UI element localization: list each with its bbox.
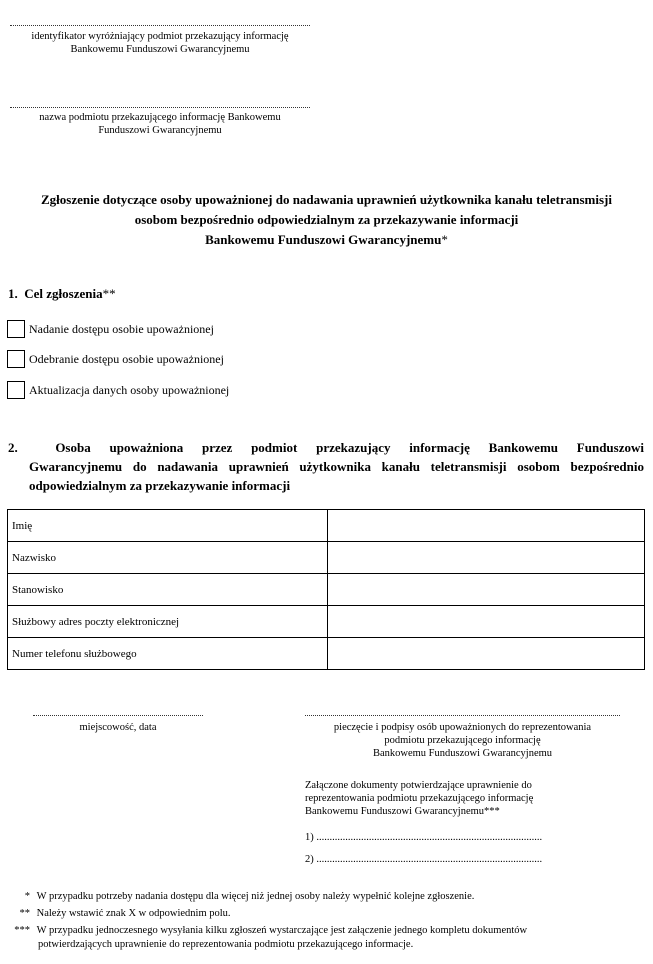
attachments-block <box>305 779 625 818</box>
identifier-label <box>10 30 310 56</box>
section2-heading-line1: 2. Osoba upoważniona przez podmiot przekazujący informację Bankowemu Funduszowi <box>8 440 644 455</box>
grant-access-checkbox[interactable] <box>7 320 25 338</box>
email-field[interactable] <box>328 606 645 638</box>
attachment-item-2[interactable]: 2) ...................................................................................... <box>305 854 543 865</box>
signatures-label-line3: Bankowemu Funduszowi Gwarancyjnemu <box>372 748 553 759</box>
signatures-label-line1: pieczęcie i podpisy osób upoważnionych do reprezentowania <box>333 722 592 733</box>
title-footnote-mark: * <box>441 232 448 247</box>
revoke-access-checkbox[interactable] <box>7 350 25 368</box>
attachment-item-1[interactable]: 1) ...................................................................................... <box>305 832 543 843</box>
footnote-3-text-continued: potwierdzających uprawnienie do reprezentowania podmiotu przekazującego informacje. <box>38 939 414 950</box>
section2-heading-line2: Gwarancyjnemu do nadawania uprawnień użytkownika kanału teletransmisji osobom bezpośrednio <box>29 459 644 474</box>
option-revoke-access[interactable] <box>7 350 224 368</box>
footnote-1-mark: * <box>24 891 30 902</box>
section1-footnote-mark: ** <box>102 286 116 301</box>
identifier-label-line2: Bankowemu Funduszowi Gwarancyjnemu <box>70 44 250 55</box>
table-row <box>8 510 645 542</box>
table-row <box>8 574 645 606</box>
place-date-label: miejscowość, data <box>79 722 157 733</box>
table-row <box>8 542 645 574</box>
name-label-line2: Funduszowi Gwarancyjnemu <box>98 125 222 136</box>
last-name-field[interactable] <box>328 542 645 574</box>
phone-field[interactable] <box>328 638 645 670</box>
last-name-label: Nazwisko <box>8 542 328 574</box>
identifier-label-line1: identyfikator wyróżniający podmiot przekazujący informację <box>31 31 289 42</box>
table-row <box>8 606 645 638</box>
title-line1: Zgłoszenie dotyczące osoby upoważnionej do nadawania uprawnień użytkownika kanału teletransmisji <box>41 192 612 207</box>
revoke-access-label: Odebranie dostępu osobie upoważnionej <box>29 352 224 366</box>
attachments-line1: Załączone dokumenty potwierdzające uprawnienie do <box>305 780 532 791</box>
footnote-2 <box>0 907 645 921</box>
signatures-dotted-line <box>305 715 620 716</box>
position-field[interactable] <box>328 574 645 606</box>
section2-heading-line3: odpowiedzialnym za przekazywanie informacji <box>29 478 291 493</box>
update-data-label: Aktualizacja danych osoby upoważnionej <box>29 383 230 397</box>
footnote-1-text: W przypadku potrzeby nadania dostępu dla więcej niż jednej osoby należy wypełnić kolejne zgłoszenie. <box>36 891 475 902</box>
option-grant-access[interactable] <box>7 320 214 338</box>
grant-access-label: Nadanie dostępu osobie upoważnionej <box>29 322 214 336</box>
update-data-checkbox[interactable] <box>7 381 25 399</box>
title-line3: Bankowemu Funduszowi Gwarancyjnemu* <box>205 232 448 247</box>
footnote-3-text: W przypadku jednoczesnego wysyłania kilku zgłoszeń wystarczające jest załączenie jednego kompletu dokumentów <box>36 925 528 936</box>
email-label: Służbowy adres poczty elektronicznej <box>8 606 328 638</box>
attachments-line3: Bankowemu Funduszowi Gwarancyjnemu*** <box>305 806 500 817</box>
document-title <box>0 190 653 250</box>
footnote-2-text: Należy wstawić znak X w odpowiednim polu. <box>36 908 231 919</box>
attachments-line2: reprezentowania podmiotu przekazującego informację <box>305 793 534 804</box>
footnote-1 <box>0 890 645 904</box>
position-label: Stanowisko <box>8 574 328 606</box>
footnote-3-mark: *** <box>14 925 30 936</box>
name-label <box>10 111 310 137</box>
section1-heading: 1. Cel zgłoszenia** <box>8 286 116 301</box>
place-date-dotted-line <box>33 715 203 716</box>
identifier-dotted-line <box>10 25 310 26</box>
person-data-table <box>7 509 645 670</box>
title-line2: osobom bezpośrednio odpowiedzialnym za przekazywanie informacji <box>134 212 519 227</box>
option-update-data[interactable] <box>7 381 229 399</box>
footnote-2-mark: ** <box>19 908 30 919</box>
first-name-field[interactable] <box>328 510 645 542</box>
table-row <box>8 638 645 670</box>
section2-heading <box>8 438 644 495</box>
first-name-label: Imię <box>8 510 328 542</box>
phone-label: Numer telefonu służbowego <box>8 638 328 670</box>
signatures-label-line2: podmiotu przekazującego informację <box>384 735 541 746</box>
signatures-label <box>300 721 625 760</box>
name-dotted-line <box>10 107 310 108</box>
name-label-line1: nazwa podmiotu przekazującego informację Bankowemu <box>39 112 281 123</box>
footnote-3 <box>0 924 645 952</box>
